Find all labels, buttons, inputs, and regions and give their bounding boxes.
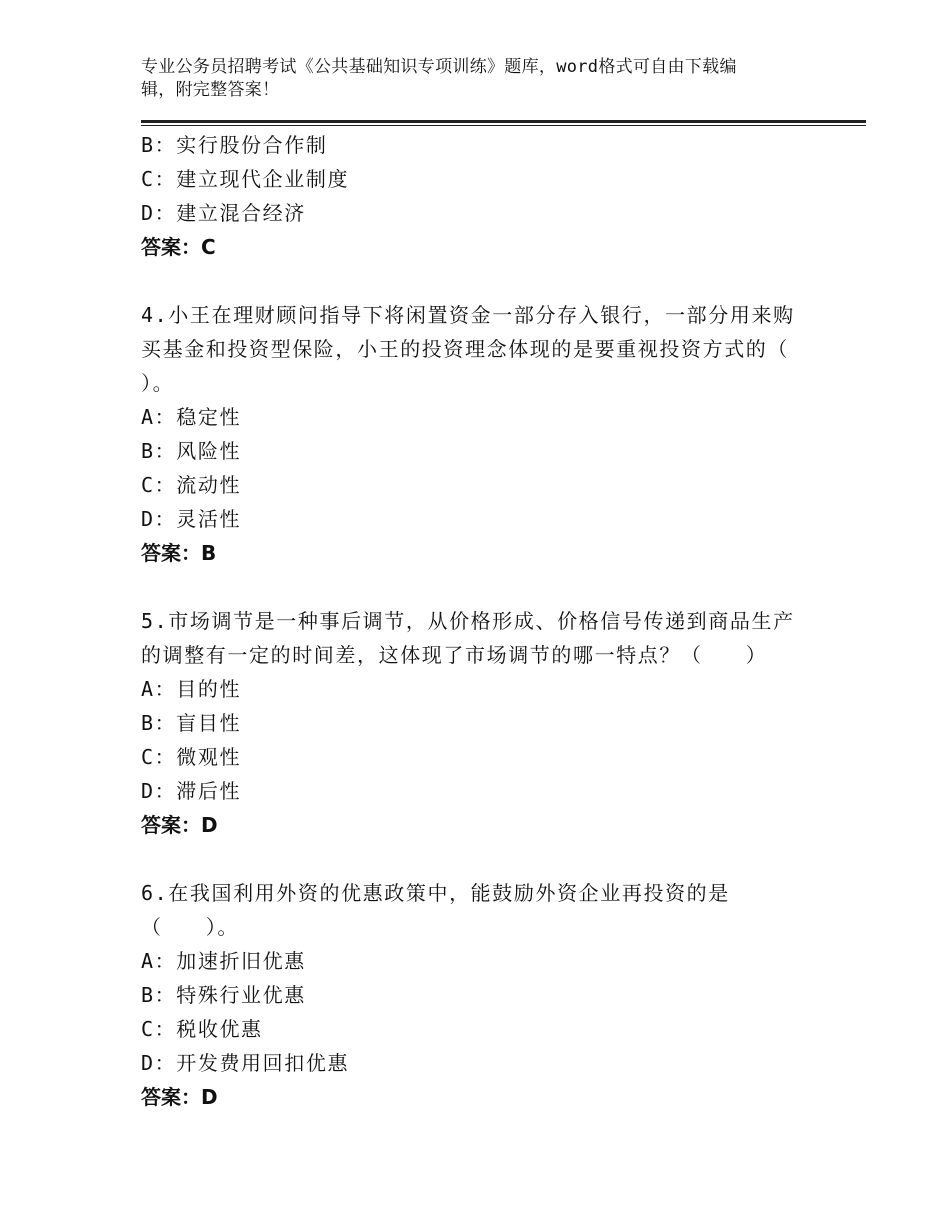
question-stem <box>141 604 861 672</box>
option-c: C：建立现代企业制度 <box>141 167 350 191</box>
option-a: A：稳定性 <box>141 405 242 429</box>
option-c: C：税收优惠 <box>141 1017 263 1041</box>
stem-line: 的调整有一定的时间差，这体现了市场调节的哪一特点？（ ） <box>141 643 768 667</box>
stem-line: 4.小王在理财顾问指导下将闲置资金一部分存入银行，一部分用来购 <box>141 303 795 327</box>
question-content <box>141 128 861 1114</box>
question-4 <box>141 298 861 570</box>
header-line-2: 辑，附完整答案！ <box>141 80 280 100</box>
option-a: A：目的性 <box>141 677 242 701</box>
spacer <box>141 264 861 298</box>
answer: 答案：D <box>141 813 218 837</box>
option-d: D：灵活性 <box>141 507 242 531</box>
option-b: B：风险性 <box>141 439 242 463</box>
option-b: B：盲目性 <box>141 711 242 735</box>
header-rule-thin <box>141 125 866 126</box>
option-b: B：特殊行业优惠 <box>141 983 306 1007</box>
option-d: D：建立混合经济 <box>141 201 306 225</box>
stem-line: 6.在我国利用外资的优惠政策中，能鼓励外资企业再投资的是 <box>141 881 730 905</box>
option-d: D：开发费用回扣优惠 <box>141 1051 350 1075</box>
question-3-tail <box>141 128 861 264</box>
answer: 答案：C <box>141 235 216 259</box>
question-stem <box>141 298 861 400</box>
stem-line: 5.市场调节是一种事后调节，从价格形成、价格信号传递到商品生产 <box>141 609 795 633</box>
option-c: C：微观性 <box>141 745 242 769</box>
answer: 答案：B <box>141 541 217 565</box>
stem-line: （ ）。 <box>141 915 239 939</box>
answer: 答案：D <box>141 1085 218 1109</box>
option-c: C：流动性 <box>141 473 242 497</box>
spacer <box>141 842 861 876</box>
option-b: B：实行股份合作制 <box>141 133 328 157</box>
page-header <box>141 56 801 102</box>
option-d: D：滞后性 <box>141 779 242 803</box>
spacer <box>141 570 861 604</box>
question-stem <box>141 876 861 944</box>
stem-line: 买基金和投资型保险，小王的投资理念体现的是要重视投资方式的（ <box>141 337 789 361</box>
option-a: A：加速折旧优惠 <box>141 949 306 973</box>
question-5 <box>141 604 861 842</box>
question-6 <box>141 876 861 1114</box>
header-rule-thick <box>141 120 866 123</box>
header-line-1: 专业公务员招聘考试《公共基础知识专项训练》题库，word格式可自由下载编 <box>141 57 737 77</box>
stem-line: ）。 <box>141 371 175 395</box>
